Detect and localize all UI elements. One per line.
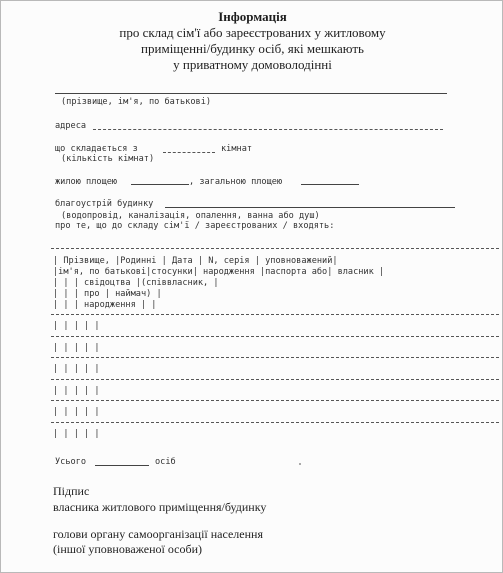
rooms-caption: (кількість кімнат) [61,154,155,164]
living-area-label: жилою площею [55,177,118,187]
table-header-line-4: | | | про | наймач) | [53,289,162,299]
address-field-line[interactable] [93,129,443,130]
table-header-line-1: | Прізвище, |Родинні | Дата | N, серія | уповноважений| [53,256,338,266]
total-count-line[interactable] [95,465,149,466]
table-row-separator [51,379,499,380]
table-row-separator [51,357,499,358]
table-row[interactable]: | | | | | [53,321,100,331]
rooms-suffix: кімнат [221,144,253,154]
total-prefix: Усього [55,457,87,467]
rooms-count-line[interactable] [163,152,215,153]
amenities-field-line[interactable] [165,207,455,208]
document-title: Інформація [218,9,287,24]
signature-head: голови органу самоорганізації населення [53,527,263,541]
signature-owner: власника житлового приміщення/будинку [53,500,267,514]
table-header-line-2: |ім'я, по батькові|стосунки| народження |паспорта або| власник | [53,267,385,277]
table-header-line-5: | | | народження | | [53,300,157,310]
table-row[interactable]: | | | | | [53,407,100,417]
table-top-border [51,248,499,249]
table-row-separator [51,422,499,423]
signature-heading: Підпис [53,484,90,498]
amenities-label: благоустрій будинку [55,199,154,209]
rooms-prefix: що складається з [55,144,138,154]
amenities-caption: (водопровід, каналізація, опалення, ванна або душ) [61,211,320,221]
table-row-separator [51,400,499,401]
address-label: адреса [55,121,87,131]
total-suffix: осіб [155,457,176,467]
table-row[interactable]: | | | | | [53,385,100,396]
scan-speck [299,463,301,465]
table-header-line-3: | | | свідоцтва |(співвласник, | [53,278,219,288]
signature-other: (іншої уповноваженої особи) [53,542,203,556]
living-area-line[interactable] [131,184,189,185]
title-line-4: у приватному домоволодінні [173,57,332,72]
composition-text: про те, що до складу сім'ї / зареєстрованих / входять: [55,221,335,231]
table-row-separator [51,314,499,315]
total-area-line[interactable] [301,184,359,185]
table-row[interactable]: | | | | | [53,364,100,374]
total-area-label: , загальною площею [189,177,283,187]
title-line-3: приміщенні/будинку осіб, які мешкають [141,41,364,56]
table-row[interactable]: | | | | | [53,428,100,439]
title-line-2: про склад сім'ї або зареєстрованих у житловому [119,25,386,40]
name-caption: (прізвище, ім'я, по батькові) [61,97,212,107]
name-field-line[interactable] [55,93,447,94]
table-row-separator [51,336,499,337]
table-row[interactable]: | | | | | [53,342,100,353]
